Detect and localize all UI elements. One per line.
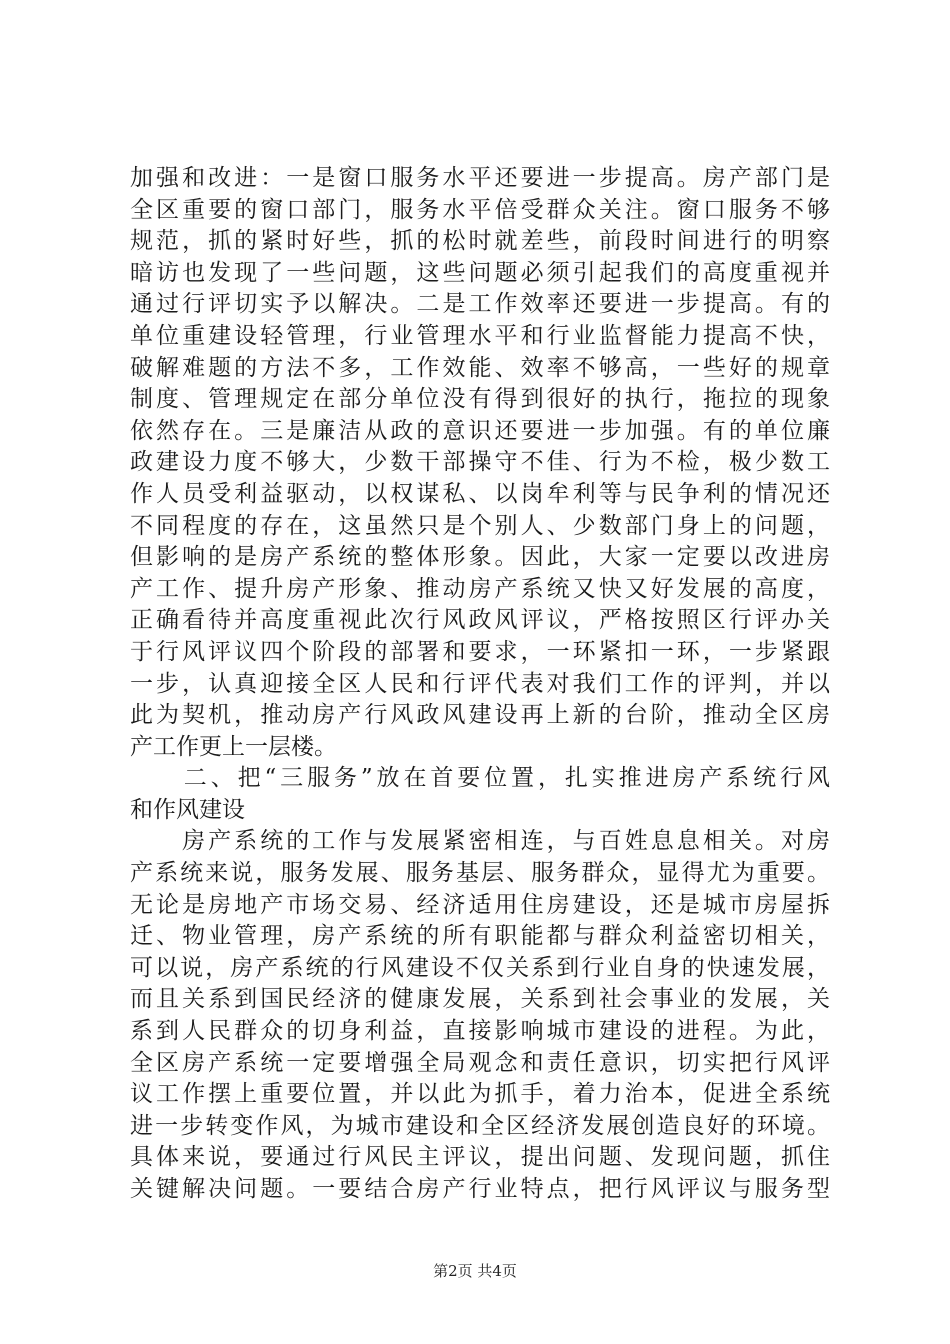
body-text: [130, 163, 830, 1206]
text-line: 全区重要的窗口部门，服务水平倍受群众关注。窗口服务不够: [130, 196, 830, 223]
text-line: 关键解决问题。一要结合房产行业特点，把行风评议与服务型: [130, 1176, 830, 1202]
text-line: 但影响的是房产系统的整体形象。因此，大家一定要以改进房: [130, 544, 830, 571]
text-line: 政建设力度不够大，少数干部操守不佳、行为不检，极少数工: [130, 449, 830, 476]
text-line: 全区房产系统一定要增强全局观念和责任意识，切实把行风评: [130, 1049, 830, 1076]
text-line: 迁、物业管理，房产系统的所有职能都与群众利益密切相关，: [130, 923, 830, 950]
text-line: 此为契机，推动房产行风政风建设再上新的台阶，推动全区房: [130, 702, 830, 729]
section-heading-line: 二、把“三服务”放在首要位置，扎实推进房产系统行风: [130, 765, 830, 792]
text-line: 制度、管理规定在部分单位没有得到很好的执行，拖拉的现象: [130, 386, 830, 413]
text-line: 具体来说，要通过行风民主评议，提出问题、发现问题，抓住: [130, 1144, 830, 1171]
text-line: 产系统来说，服务发展、服务基层、服务群众，显得尤为重要。: [130, 860, 830, 887]
text-line: 规范，抓的紧时好些，抓的松时就差些，前段时间进行的明察: [130, 228, 830, 255]
text-line: 系到人民群众的切身利益，直接影响城市建设的进程。为此，: [130, 1018, 830, 1045]
text-line: 产工作、提升房产形象、推动房产系统又快又好发展的高度，: [130, 575, 830, 602]
page-footer: 第2页 共4页: [433, 1262, 517, 1280]
text-line: 无论是房地产市场交易、经济适用住房建设，还是城市房屋拆: [130, 891, 830, 918]
text-line: 加强和改进：一是窗口服务水平还要进一步提高。房产部门是: [130, 165, 830, 191]
text-line: 一步，认真迎接全区人民和行评代表对我们工作的评判，并以: [130, 670, 830, 697]
text-line: 单位重建设轻管理，行业管理水平和行业监督能力提高不快，: [130, 322, 830, 349]
text-line: 于行风评议四个阶段的部署和要求，一环紧扣一环，一步紧跟: [130, 638, 830, 665]
text-line: 房产系统的工作与发展紧密相连，与百姓息息相关。对房: [130, 828, 830, 855]
text-line: 正确看待并高度重视此次行风政风评议，严格按照区行评办关: [130, 607, 830, 634]
text-line: 议工作摆上重要位置，并以此为抓手，着力治本，促进全系统: [130, 1081, 830, 1108]
text-line: 依然存在。三是廉洁从政的意识还要进一步加强。有的单位廉: [130, 417, 830, 444]
paragraph-end-line: 产工作更上一层楼。: [130, 733, 337, 760]
text-line: 不同程度的存在，这虽然只是个别人、少数部门身上的问题，: [130, 512, 830, 539]
text-line: 通过行评切实予以解决。二是工作效率还要进一步提高。有的: [130, 291, 830, 318]
text-line: 作人员受利益驱动，以权谋私、以岗牟利等与民争利的情况还: [130, 480, 830, 507]
section-heading-end-line: 和作风建设: [130, 796, 245, 823]
text-line: 可以说，房产系统的行风建设不仅关系到行业自身的快速发展，: [130, 954, 830, 981]
text-line: 进一步转变作风，为城市建设和全区经济发展创造良好的环境。: [130, 1112, 830, 1139]
text-line: 破解难题的方法不多，工作效能、效率不够高，一些好的规章: [130, 354, 830, 381]
text-line: 暗访也发现了一些问题，这些问题必须引起我们的高度重视并: [130, 259, 830, 286]
text-line: 而且关系到国民经济的健康发展，关系到社会事业的发展，关: [130, 986, 830, 1013]
